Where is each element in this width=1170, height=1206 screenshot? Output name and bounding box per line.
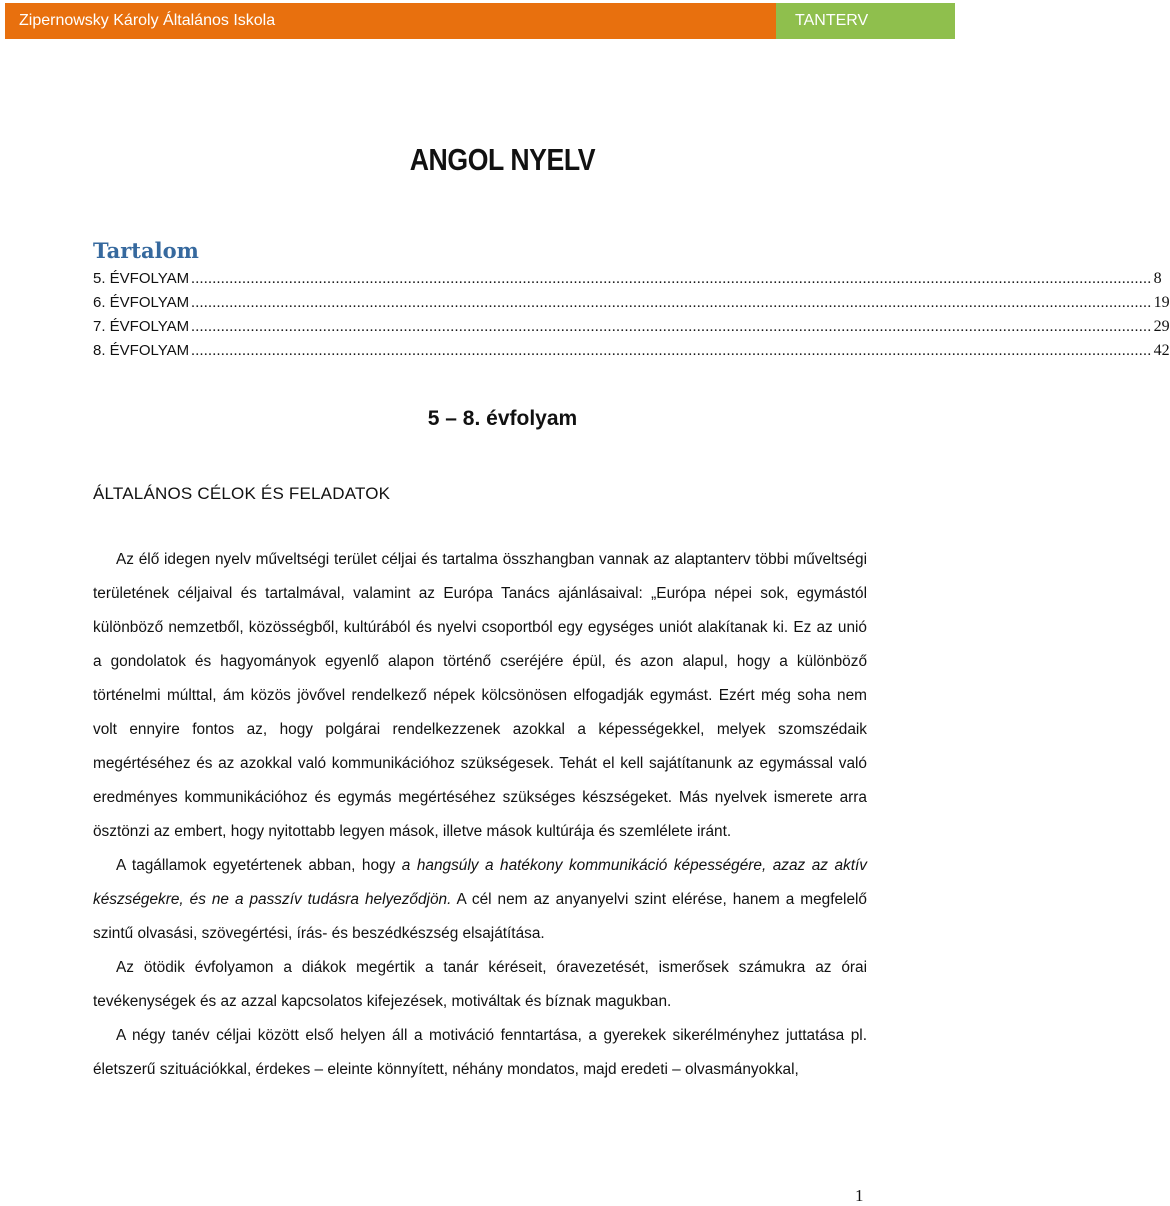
toc-leader-dots: .................................................................................................................................................................................................................................. [191,295,1152,311]
toc-entry-label: 5. ÉVFOLYAM [93,270,190,287]
section-title: 5 – 8. évfolyam [427,407,578,430]
page-header [5,3,955,39]
body-text [93,543,867,1087]
page-number: 1 [855,1186,864,1205]
paragraph-text: A tagállamok egyetértenek abban, hogy [116,857,402,874]
toc-leader-dots: .................................................................................................................................................................................................................................. [191,343,1152,359]
document-title: ANGOL NYELV [409,142,596,177]
toc-entry-label: 8. ÉVFOLYAM [93,342,190,359]
paragraph-emphasis: a hangsúly a hatékony kommunikáció képességére, azaz az aktív készségekre, és ne a passzív tudásra helyeződjön. [93,857,868,908]
toc-entry-label: 7. ÉVFOLYAM [93,318,190,335]
paragraph-text: A cél nem az anyanyelvi szint elérése, hanem a megfelelő szintű olvasási, szövegértési, írás- és beszédkészség elsajátítása. [93,891,867,942]
toc-entry-grade-7[interactable] [93,318,1170,342]
section-subtitle: ÁLTALÁNOS CÉLOK ÉS FELADATOK [93,484,391,503]
toc-entry-page: 8 [1153,270,1162,287]
toc-entry-page: 19 [1153,294,1170,311]
toc-heading: Tartalom [93,238,199,263]
toc-leader-dots: .................................................................................................................................................................................................................................. [191,319,1152,335]
toc-entry-grade-8[interactable] [93,342,1170,366]
paragraph: Az ötödik évfolyamon a diákok megértik a tanár kéréseit, óravezetését, ismerősek számukra az órai tevékenységek és az azzal kapcsolatos kifejezések, motiváltak és bíznak magukban. [93,959,867,1010]
toc-entry-page: 42 [1153,342,1170,359]
table-of-contents [93,270,1170,366]
header-document-type: TANTERV [776,3,955,39]
header-school-name: Zipernowsky Károly Általános Iskola [5,3,776,39]
toc-entry-label: 6. ÉVFOLYAM [93,294,190,311]
toc-entry-grade-6[interactable] [93,294,1170,318]
toc-entry-grade-5[interactable] [93,270,1162,294]
toc-entry-page: 29 [1153,318,1170,335]
paragraph [93,849,867,951]
paragraph: Az élő idegen nyelv műveltségi terület céljai és tartalma összhangban vannak az alaptanterv többi műveltségi területének céljaival és tartalmával, valamint az Európa Tanács ajánlásaival: „Európa népei sok, egymástól különböző nemzetből, közösségből, kultúrából és nyelvi csoportból egy egységes uniót alakítanak ki. Ez az unió a gondolatok és hagyományok egyenlő alapon történő cseréjére épül, és azon alapul, hogy a különböző történelmi múlttal, ám közös jövővel rendelkező népek kölcsönösen elfogadják egymást. Ezért még soha nem volt ennyire fontos az, hogy polgárai rendelkezzenek azokkal a képességekkel, melyek szomszédaik megértéséhez és az azokkal való kommunikációhoz szükségesek. Tehát el kell sajátítanunk az egymással való eredményes kommunikációhoz és egymás megértéséhez szükséges készségeket. Más nyelvek ismerete arra ösztönzi az embert, hogy nyitottabb legyen mások, illetve mások kultúrája és szemlélete iránt. [93,551,867,840]
paragraph: A négy tanév céljai között első helyen áll a motiváció fenntartása, a gyerekek sikerélményhez juttatása pl. életszerű szituációkkal, érdekes – eleinte könnyített, néhány mondatos, majd eredeti – olvasmányokkal, [93,1027,867,1078]
toc-leader-dots: .................................................................................................................................................................................................................................. [191,271,1152,287]
